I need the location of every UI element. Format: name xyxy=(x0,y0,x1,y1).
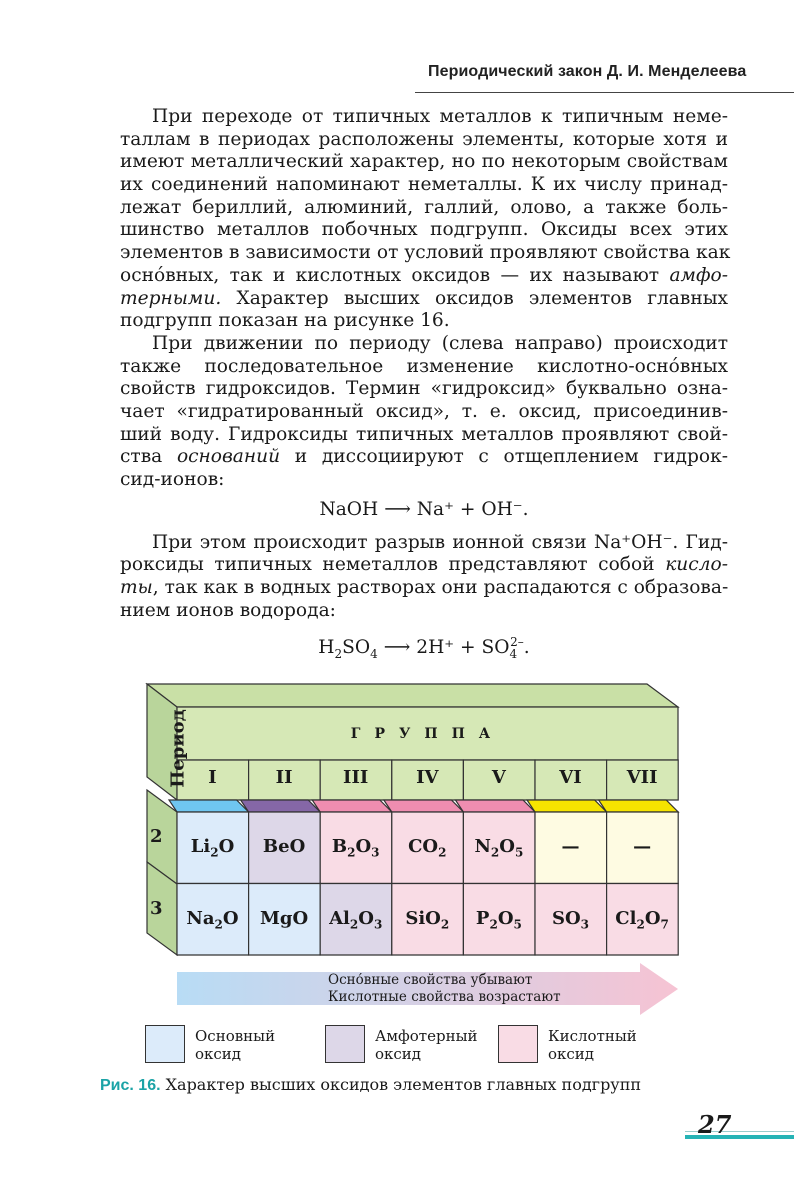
text-segment: подгрупп показан на рисунке 16. xyxy=(120,310,450,332)
text-segment: чает «гидратированный оксид», т. е. оксид, присоединив- xyxy=(120,400,728,422)
oxide-formula xyxy=(607,908,678,932)
text-segment: амфо- xyxy=(669,264,728,286)
oxide-formula xyxy=(177,908,248,932)
text-segment: элементов в зависимости от условий проявляют свойства как xyxy=(120,242,731,264)
group-number: III xyxy=(343,767,369,788)
text-segment: их соединений напоминают неметаллы. К их числу принад- xyxy=(120,174,728,196)
text-segment: оснований xyxy=(176,446,281,468)
group-color-strip xyxy=(312,800,392,812)
eq-part: 4 xyxy=(370,647,378,662)
legend-label xyxy=(195,1027,275,1063)
formula-part: BeO xyxy=(262,836,306,857)
legend-swatch xyxy=(325,1025,365,1063)
formula-part: Al xyxy=(329,907,350,929)
oxide-formula xyxy=(535,908,606,932)
period-3-label: 3 xyxy=(150,898,163,919)
formula-part: B xyxy=(331,836,348,857)
formula-part: CO xyxy=(408,836,439,857)
formula-sub: 2 xyxy=(489,917,498,932)
group-number: IV xyxy=(416,767,439,788)
oxide-formula xyxy=(607,836,678,857)
oxide-formula xyxy=(249,836,320,857)
group-color-strip xyxy=(599,800,679,812)
period-2-label: 2 xyxy=(150,826,163,847)
oxide-formula xyxy=(320,836,391,860)
oxide-formula xyxy=(463,908,534,932)
text-segment: имеют металлический характер, но по некоторым свойствам xyxy=(120,151,728,173)
text-segment: осно́вных, так и кислотных оксидов — их называют xyxy=(120,264,670,286)
formula-part: O xyxy=(358,907,374,929)
oxide-formula xyxy=(392,836,463,860)
formula-sub: 2 xyxy=(438,845,447,860)
formula-part: O xyxy=(355,836,372,857)
text-segment: таллам в периодах расположены элементы, которые хотя и xyxy=(120,128,728,150)
formula-part: O xyxy=(644,907,661,929)
text-segment: нием ионов водорода: xyxy=(120,599,336,621)
formula-sub: 2 xyxy=(636,917,645,932)
eq-part: . xyxy=(523,637,530,659)
eq-part: ⟶ xyxy=(383,637,411,659)
eq-part: 2H⁺ + SO xyxy=(416,637,510,659)
group-color-strip xyxy=(455,800,535,812)
running-head: Периодический закон Д. И. Менделеева xyxy=(428,63,747,80)
text-segment: При переходе от типичных металлов к типичным неме- xyxy=(152,106,728,127)
legend-line1: Основный xyxy=(195,1027,276,1045)
formula-part: N xyxy=(474,836,491,857)
formula-part: O xyxy=(218,836,235,857)
group-number: VII xyxy=(626,767,658,788)
formula-part: — xyxy=(561,836,580,857)
formula-sub: 2 xyxy=(347,845,356,860)
formula-sub: 2 xyxy=(440,917,450,932)
formula-part: Na xyxy=(186,907,215,929)
trend-basic: Осно́вные свойства убывают xyxy=(328,972,533,988)
eq-part: Na⁺ + OH⁻. xyxy=(416,498,529,520)
legend-swatch xyxy=(498,1025,538,1063)
text-segment: ший воду. Гидроксиды типичных металлов проявляют свой- xyxy=(120,423,728,445)
formula-part: P xyxy=(475,907,490,929)
group-number: I xyxy=(208,767,217,788)
text-segment: также последовательное изменение кислотно-осно́вных xyxy=(120,355,728,377)
formula-part: O xyxy=(497,907,514,929)
oxide-formula xyxy=(249,908,320,929)
legend-label xyxy=(375,1027,478,1063)
legend-line1: Амфотерный xyxy=(375,1027,478,1045)
oxide-formula xyxy=(463,836,534,860)
formula-part: Li xyxy=(190,836,211,857)
text-segment: терными. xyxy=(120,287,222,309)
group-block-top xyxy=(147,684,678,707)
text-segment: кисло- xyxy=(665,554,728,576)
group-color-strip xyxy=(384,800,464,812)
eq-part: 2– xyxy=(510,635,524,650)
formula-part: SiO xyxy=(405,907,441,929)
oxide-formula xyxy=(177,836,248,860)
caption-text: Характер высших оксидов элементов главных подгрупп xyxy=(160,1075,642,1094)
legend-line2: оксид xyxy=(375,1045,422,1063)
eq-part: 4 xyxy=(509,647,518,662)
formula-part: O xyxy=(499,836,515,857)
figure-caption xyxy=(100,1075,641,1095)
group-number: VI xyxy=(559,767,582,788)
caption-number: Рис. 16. xyxy=(100,1077,161,1094)
text-segment: шинство металлов побочных подгрупп. Оксиды всех этих xyxy=(120,219,728,241)
formula-part: SO xyxy=(551,907,581,929)
formula-sub: 2 xyxy=(214,917,223,932)
legend-line2: оксид xyxy=(548,1045,595,1063)
page-number: 27 xyxy=(698,1110,732,1139)
formula-sub: 2 xyxy=(349,917,359,932)
eq-part: 2 xyxy=(334,647,343,662)
text-segment: Характер высших оксидов элементов главных xyxy=(221,287,728,309)
formula-part: MgO xyxy=(259,907,309,929)
text-segment: При этом происходит разрыв ионной связи Na⁺OH⁻. Гид- xyxy=(152,531,728,553)
trend-acid: Кислотные свойства возрастают xyxy=(328,989,561,1005)
legend-line2: оксид xyxy=(195,1045,242,1063)
text-segment: сид-ионов: xyxy=(120,469,225,490)
group-color-strip xyxy=(169,800,249,812)
text-segment: лежат бериллий, алюминий, галлий, олово, а также боль- xyxy=(120,196,728,218)
text-segment: , так как в водных растворах они распадаются с образова- xyxy=(152,577,729,599)
formula-sub: 7 xyxy=(660,917,669,932)
period-axis-label: Период xyxy=(167,709,189,788)
trend-arrow-text xyxy=(328,972,561,1006)
text-segment: роксиды типичных неметаллов представляют собой xyxy=(120,554,666,576)
legend-label xyxy=(548,1027,637,1063)
formula-part: Cl xyxy=(615,907,637,929)
legend-line1: Кислотный xyxy=(548,1027,637,1045)
formula-part: — xyxy=(633,836,652,857)
legend-swatch xyxy=(145,1025,185,1063)
group-color-strip xyxy=(527,800,607,812)
oxide-formula xyxy=(535,836,606,857)
formula-sub: 5 xyxy=(514,845,524,860)
formula-sub: 3 xyxy=(580,917,590,932)
group-number: V xyxy=(491,767,506,788)
formula-sub: 3 xyxy=(373,917,383,932)
text-segment: ства xyxy=(120,446,177,468)
formula-part: O xyxy=(222,907,239,929)
text-segment: свойств гидроксидов. Термин «гидроксид» буквально озна- xyxy=(120,378,728,400)
oxide-formula xyxy=(392,908,463,932)
formula-sub: 3 xyxy=(371,845,380,860)
formula-sub: 5 xyxy=(513,917,522,932)
oxide-formula xyxy=(320,908,391,932)
group-number: II xyxy=(275,767,293,788)
text-segment: При движении по периоду (слева направо) происходит xyxy=(152,332,728,354)
eq-part: SO xyxy=(342,637,371,659)
eq-part: NaOH xyxy=(319,498,379,520)
group-color-strip xyxy=(241,800,321,812)
formula-sub: 2 xyxy=(210,845,219,860)
eq-part: H xyxy=(318,637,335,659)
formula-sub: 2 xyxy=(490,845,500,860)
text-segment: ты xyxy=(120,577,153,599)
group-axis-label: ГРУППА xyxy=(350,726,505,742)
text-segment: и диссоциируют с отщеплением гидрок- xyxy=(280,446,728,468)
eq-part: ⟶ xyxy=(384,498,411,520)
